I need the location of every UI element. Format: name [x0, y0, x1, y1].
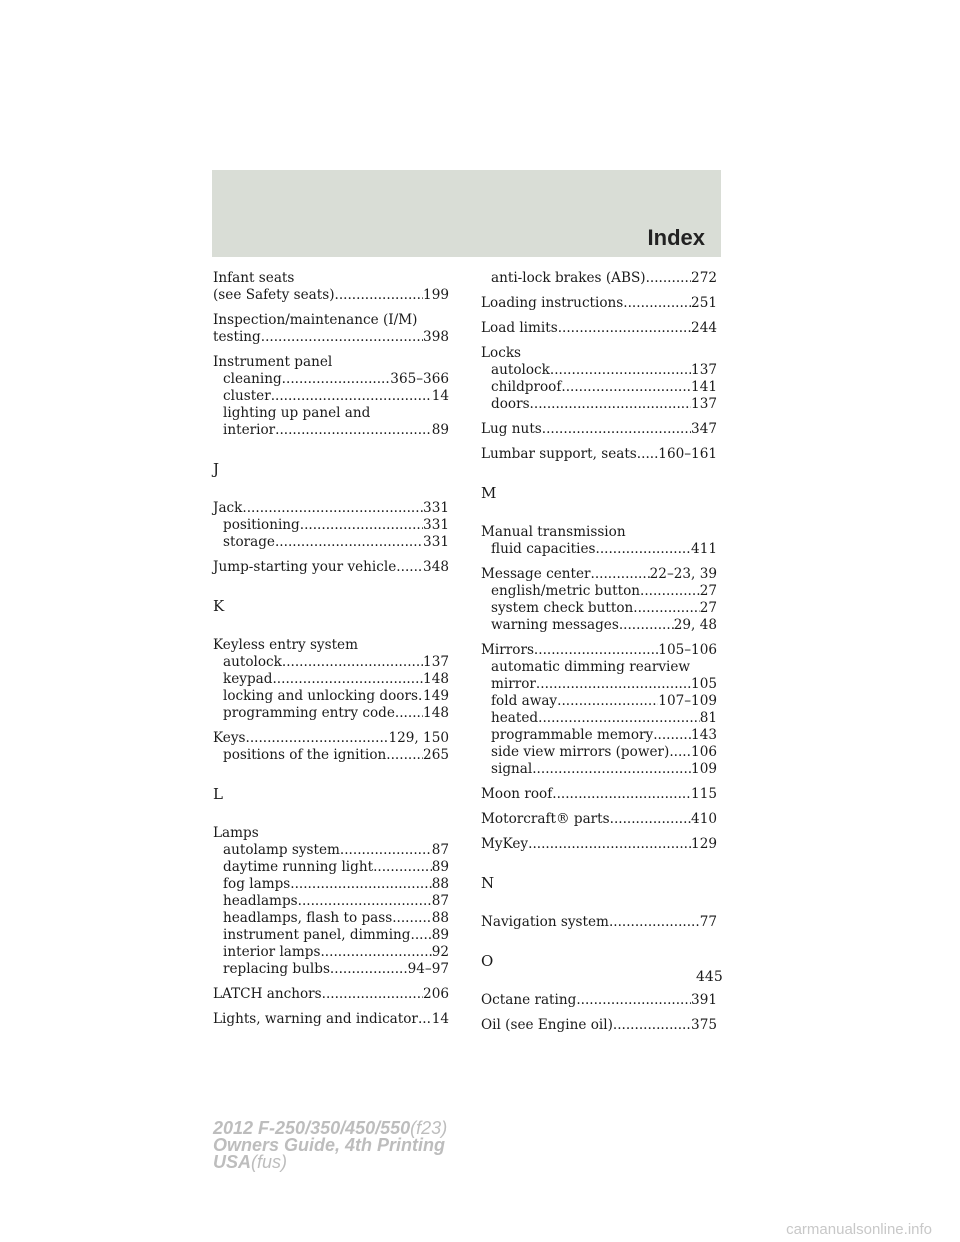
dot-leader: [561, 379, 691, 396]
entry-text: doors: [491, 396, 530, 412]
page-reference: 94–97: [407, 961, 449, 977]
page-reference: 375: [691, 1017, 717, 1033]
index-term: [481, 446, 717, 463]
dot-leader: [335, 287, 424, 304]
index-entry: [481, 295, 717, 312]
entry-text: english/metric button: [491, 583, 641, 599]
entry-text: automatic dimming rearview: [491, 659, 691, 675]
index-subentry: [213, 927, 449, 944]
index-column-left: [213, 270, 449, 1036]
index-letter-heading: K: [213, 597, 225, 615]
index-entry: [481, 270, 717, 287]
dot-leader: [534, 642, 658, 659]
dot-leader: [558, 320, 691, 337]
page-reference: 199: [423, 287, 449, 303]
page-reference: 14: [431, 1011, 449, 1027]
entry-text: headlamps: [223, 893, 298, 909]
dot-leader: [557, 693, 658, 710]
page-reference: 27: [699, 600, 717, 616]
page-reference: 137: [691, 396, 717, 412]
section-header-band: [212, 170, 721, 257]
page-reference: 77: [699, 914, 717, 930]
entry-text: Mirrors: [481, 642, 534, 658]
entry-text: daytime running light: [223, 859, 374, 875]
entry-text: Keyless entry system: [213, 637, 358, 653]
index-subentry: [481, 693, 717, 710]
dot-leader: [609, 914, 700, 931]
dot-leader: [669, 744, 691, 761]
dot-leader: [528, 836, 691, 853]
index-term: [481, 345, 717, 362]
dot-leader: [552, 786, 691, 803]
index-subentry: [481, 396, 717, 413]
entry-text: interior lamps: [223, 944, 321, 960]
entry-text: Keys: [213, 730, 246, 746]
entry-text: positions of the ignition: [223, 747, 387, 763]
dot-leader: [246, 730, 389, 747]
entry-text: autolock: [223, 654, 282, 670]
index-term: [481, 914, 717, 931]
dot-leader: [530, 396, 692, 413]
entry-text: testing: [213, 329, 261, 345]
dot-leader: [653, 727, 691, 744]
index-entry: [481, 811, 717, 828]
entry-text: LATCH anchors: [213, 986, 322, 1002]
page-reference: 89: [431, 422, 449, 438]
entry-text: Loading instructions: [481, 295, 624, 311]
entry-text: system check button: [491, 600, 634, 616]
dot-leader: [633, 600, 699, 617]
index-subentry: [213, 688, 449, 705]
index-term: [213, 730, 449, 747]
index-letter-heading: O: [481, 952, 494, 970]
page-reference: 251: [691, 295, 717, 311]
page-reference: 149: [423, 688, 449, 704]
dot-leader: [542, 421, 691, 438]
page-reference: 365–366: [390, 371, 449, 387]
index-term: [481, 811, 717, 828]
page-reference: 92: [431, 944, 449, 960]
entry-text: Message center: [481, 566, 591, 582]
dot-leader: [596, 541, 692, 558]
page-reference: 141: [691, 379, 717, 395]
index-subentry: [213, 893, 449, 910]
index-term: [213, 287, 449, 304]
index-term: [481, 992, 717, 1009]
entry-text: fold away: [491, 693, 558, 709]
index-letter-heading: M: [481, 484, 497, 502]
page-reference: 265: [423, 747, 449, 763]
page-reference: 109: [691, 761, 717, 777]
index-subentry: [481, 379, 717, 396]
index-subentry: [213, 842, 449, 859]
index-term: [481, 836, 717, 853]
document-footer: [213, 1120, 447, 1171]
watermark-link[interactable]: carmanualsonline.info: [786, 1221, 932, 1238]
index-subentry: [213, 405, 449, 422]
entry-text: Navigation system: [481, 914, 609, 930]
index-entry: [481, 566, 717, 634]
section-title: Index: [647, 225, 705, 250]
index-entry: [481, 421, 717, 438]
entry-text: heated: [491, 710, 539, 726]
index-subentry: [213, 534, 449, 551]
index-subentry: [213, 859, 449, 876]
index-subentry: [213, 705, 449, 722]
page-reference: 272: [691, 270, 717, 286]
entry-text: Lights, warning and indicator: [213, 1011, 418, 1027]
index-subentry: [213, 422, 449, 439]
entry-text: lighting up panel and: [223, 405, 371, 421]
page-reference: 148: [423, 671, 449, 687]
page-reference: 331: [423, 534, 449, 550]
entry-text: Motorcraft® parts: [481, 811, 610, 827]
index-subentry: [213, 654, 449, 671]
page-reference: 331: [423, 500, 449, 516]
dot-leader: [330, 961, 408, 978]
entry-text: Moon roof: [481, 786, 553, 802]
entry-text: programmable memory: [491, 727, 654, 743]
entry-text: Locks: [481, 345, 522, 361]
index-term: [481, 566, 717, 583]
index-entry: [213, 637, 449, 722]
page-reference: 107–109: [658, 693, 717, 709]
index-entry: [481, 992, 717, 1009]
page-reference: 27: [699, 583, 717, 599]
entry-text: anti-lock brakes (ABS): [491, 270, 646, 286]
index-subentry: [213, 388, 449, 405]
index-entry: [213, 825, 449, 978]
index-subentry: [481, 541, 717, 558]
page-reference: 137: [691, 362, 717, 378]
page-reference: 115: [691, 786, 717, 802]
index-entry: [213, 270, 449, 304]
index-subentry: [213, 517, 449, 534]
index-entry: [213, 500, 449, 551]
index-subentry: [481, 270, 717, 287]
footer-region-code: (fus): [251, 1152, 288, 1172]
index-term: [213, 986, 449, 1003]
index-term: [213, 270, 449, 287]
page-reference: 391: [691, 992, 717, 1008]
index-subentry: [481, 583, 717, 600]
page-reference: 29, 48: [673, 617, 717, 633]
index-subentry: [481, 744, 717, 761]
footer-guide: Owners Guide, 4th Printing: [213, 1135, 446, 1155]
index-term: [481, 524, 717, 541]
index-entry: [213, 559, 449, 576]
entry-text: Instrument panel: [213, 354, 333, 370]
entry-text: keypad: [223, 671, 273, 687]
index-subentry: [213, 671, 449, 688]
index-subentry: [213, 371, 449, 388]
index-subentry: [481, 659, 717, 676]
page-reference: 129: [691, 836, 717, 852]
dot-leader: [610, 811, 691, 828]
page-reference: 347: [691, 421, 717, 437]
dot-leader: [373, 859, 432, 876]
index-letter-heading: L: [213, 785, 223, 803]
index-subentry: [213, 961, 449, 978]
page-reference: 81: [699, 710, 717, 726]
dot-leader: [272, 671, 423, 688]
dot-leader: [640, 583, 700, 600]
index-term: [213, 500, 449, 517]
dot-leader: [536, 676, 691, 693]
dot-leader: [392, 910, 431, 927]
dot-leader: [275, 534, 423, 551]
index-entry: [481, 786, 717, 803]
entry-text: warning messages: [491, 617, 619, 633]
page-reference: 206: [423, 986, 449, 1002]
index-subentry: [213, 747, 449, 764]
index-term: [481, 1017, 717, 1034]
dot-leader: [300, 517, 423, 534]
index-term: [213, 637, 449, 654]
index-subentry: [213, 876, 449, 893]
index-entry: [481, 446, 717, 463]
dot-leader: [396, 559, 423, 576]
page-reference: 244: [691, 320, 717, 336]
dot-leader: [340, 842, 432, 859]
index-subentry: [213, 944, 449, 961]
dot-leader: [322, 986, 423, 1003]
dot-leader: [411, 927, 432, 944]
index-entry: [213, 312, 449, 346]
page-reference: 160–161: [658, 446, 717, 462]
page-reference: 105: [691, 676, 717, 692]
entry-text: Jump-starting your vehicle: [213, 559, 397, 575]
entry-text: autolock: [491, 362, 550, 378]
page-reference: 87: [431, 842, 449, 858]
entry-text: fluid capacities: [491, 541, 596, 557]
dot-leader: [591, 566, 650, 583]
dot-leader: [275, 422, 432, 439]
entry-text: storage: [223, 534, 275, 550]
entry-text: (see Safety seats): [213, 287, 335, 303]
index-letter-heading: J: [213, 460, 220, 478]
page-reference: 87: [431, 893, 449, 909]
footer-model: 2012 F-250/350/450/550: [213, 1118, 411, 1138]
entry-text: programming entry code: [223, 705, 395, 721]
entry-text: Jack: [213, 500, 243, 516]
index-term: [213, 354, 449, 371]
entry-text: Manual transmission: [481, 524, 626, 540]
index-term: [481, 421, 717, 438]
entry-text: mirror: [491, 676, 536, 692]
entry-text: replacing bulbs: [223, 961, 330, 977]
page-reference: 88: [431, 910, 449, 926]
entry-text: MyKey: [481, 836, 529, 852]
entry-text: interior: [223, 422, 276, 438]
entry-text: childproof: [491, 379, 562, 395]
dot-leader: [646, 270, 691, 287]
entry-text: cluster: [223, 388, 271, 404]
index-subentry: [481, 600, 717, 617]
entry-text: positioning: [223, 517, 300, 533]
index-term: [213, 1011, 449, 1028]
dot-leader: [386, 747, 423, 764]
dot-leader: [418, 1011, 432, 1028]
entry-text: locking and unlocking doors: [223, 688, 418, 704]
index-entry: [481, 914, 717, 931]
page-reference: 143: [691, 727, 717, 743]
dot-leader: [395, 705, 423, 722]
entry-text: Inspection/maintenance (I/M): [213, 312, 418, 328]
index-subentry: [481, 362, 717, 379]
index-term: [213, 312, 449, 329]
index-entry: [481, 524, 717, 558]
dot-leader: [282, 371, 391, 388]
index-subentry: [213, 910, 449, 927]
entry-text: fog lamps: [223, 876, 291, 892]
index-column-right: [481, 270, 717, 1042]
page-reference: 88: [431, 876, 449, 892]
entry-text: Load limits: [481, 320, 558, 336]
dot-leader: [623, 295, 691, 312]
page-reference: 137: [423, 654, 449, 670]
entry-text: Lamps: [213, 825, 259, 841]
entry-text: signal: [491, 761, 533, 777]
index-entry: [213, 986, 449, 1003]
page-reference: 89: [431, 859, 449, 875]
entry-text: Octane rating: [481, 992, 577, 1008]
index-term: [481, 786, 717, 803]
page-reference: 22–23, 39: [649, 566, 717, 582]
entry-text: instrument panel, dimming: [223, 927, 411, 943]
index-entry: [481, 345, 717, 413]
index-term: [213, 329, 449, 346]
footer-model-code: (f23): [410, 1118, 448, 1138]
entry-text: autolamp system: [223, 842, 340, 858]
page-reference: 348: [423, 559, 449, 575]
dot-leader: [613, 1017, 691, 1034]
dot-leader: [637, 446, 659, 463]
index-entry: [481, 1017, 717, 1034]
dot-leader: [550, 362, 691, 379]
dot-leader: [282, 654, 423, 671]
page-reference: 398: [423, 329, 449, 345]
dot-leader: [242, 500, 423, 517]
page-reference: 411: [691, 541, 717, 557]
index-subentry: [481, 676, 717, 693]
dot-leader: [261, 329, 423, 346]
dot-leader: [298, 893, 432, 910]
index-term: [481, 295, 717, 312]
index-entry: [481, 320, 717, 337]
page-reference: 14: [431, 388, 449, 404]
entry-text: headlamps, flash to pass: [223, 910, 393, 926]
dot-leader: [290, 876, 431, 893]
page-reference: 106: [691, 744, 717, 760]
index-letter-heading: N: [481, 874, 495, 892]
index-term: [481, 320, 717, 337]
entry-text: Lug nuts: [481, 421, 542, 437]
page-reference: 105–106: [658, 642, 717, 658]
page-reference: 129, 150: [388, 730, 449, 746]
index-term: [213, 825, 449, 842]
dot-leader: [532, 761, 691, 778]
index-term: [481, 642, 717, 659]
page-reference: 89: [431, 927, 449, 943]
entry-text: Lumbar support, seats: [481, 446, 637, 462]
page-reference: 410: [691, 811, 717, 827]
footer-region: USA: [213, 1152, 252, 1172]
index-subentry: [481, 761, 717, 778]
page-number: 445: [696, 969, 723, 985]
entry-text: cleaning: [223, 371, 282, 387]
index-entry: [481, 836, 717, 853]
index-subentry: [481, 617, 717, 634]
dot-leader: [538, 710, 700, 727]
index-term: [213, 559, 449, 576]
index-entry: [213, 730, 449, 764]
dot-leader: [576, 992, 691, 1009]
index-subentry: [481, 710, 717, 727]
index-entry: [213, 354, 449, 439]
index-subentry: [481, 727, 717, 744]
index-entry: [481, 642, 717, 778]
page-reference: 148: [423, 705, 449, 721]
dot-leader: [271, 388, 432, 405]
entry-text: Oil (see Engine oil): [481, 1017, 613, 1033]
entry-text: Infant seats: [213, 270, 295, 286]
page-reference: 331: [423, 517, 449, 533]
dot-leader: [619, 617, 674, 634]
entry-text: side view mirrors (power): [491, 744, 670, 760]
index-entry: [213, 1011, 449, 1028]
dot-leader: [320, 944, 431, 961]
